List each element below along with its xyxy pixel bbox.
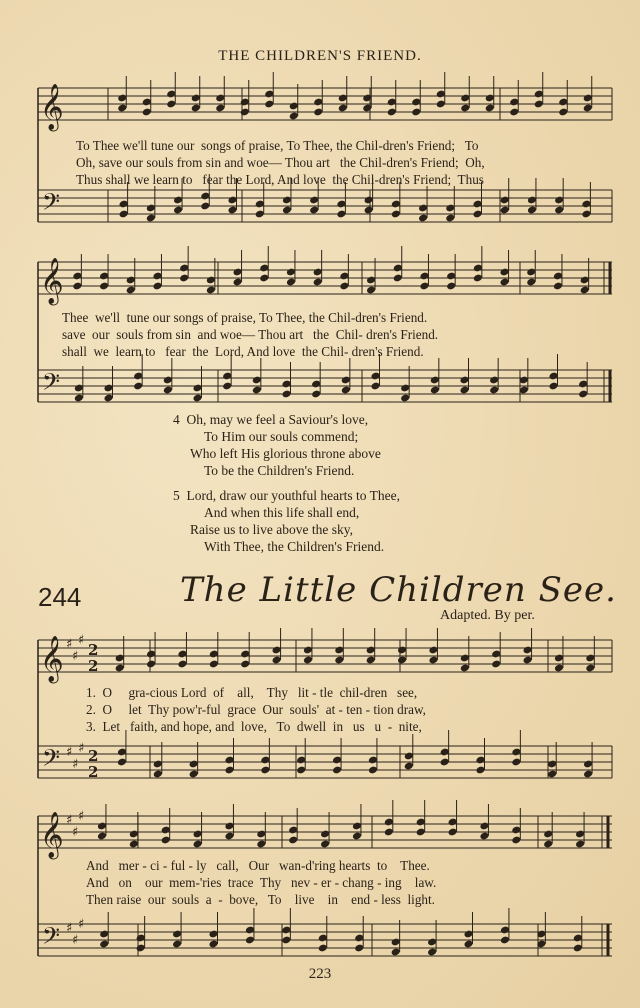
- stanza-line: To be the Children's Friend.: [204, 463, 355, 478]
- stanza-line: With Thee, the Children's Friend.: [204, 539, 385, 554]
- svg-text:♯: ♯: [72, 757, 79, 772]
- bass-clef-icon: 𝄢: [42, 188, 61, 221]
- stanza-line: Who left His glorious throne above: [190, 446, 381, 461]
- stanza-line: 5 Lord, draw our youthful hearts to Thee,: [173, 488, 400, 503]
- staff-bass-2: [38, 370, 612, 402]
- lyrics-line: And mer - ci - ful - ly call, Our wan-d'ring hearts to Thee.: [86, 858, 430, 873]
- svg-text:♯: ♯: [66, 637, 73, 652]
- lyrics-line: 3. Let faith, and hope, and love, To dwell in us u - nite,: [86, 719, 422, 734]
- svg-text:♯: ♯: [72, 649, 79, 664]
- svg-text:♯: ♯: [66, 921, 73, 936]
- bass-clef-icon: 𝄢: [42, 368, 61, 401]
- svg-text:♯: ♯: [72, 933, 79, 948]
- bass-clef-icon: 𝄢: [42, 744, 61, 777]
- lyrics-line: 1. O gra-cious Lord of all, Thy lit - tle chil-dren see,: [86, 685, 418, 700]
- svg-text:2: 2: [88, 747, 99, 765]
- lyrics-line: To Thee we'll tune our songs of praise, To Thee, the Chil-dren's Friend; To: [76, 138, 479, 153]
- stanza-line: And when this life shall end,: [204, 505, 360, 520]
- lyrics-line: Oh, save our souls from sin and woe— Thou art the Chil-dren's Friend; Oh,: [76, 155, 485, 170]
- treble-clef-icon: 𝄞: [40, 258, 64, 304]
- svg-text:♯: ♯: [78, 633, 85, 648]
- svg-text:♯: ♯: [66, 745, 73, 760]
- lyrics-line: 2. O let Thy pow'r-ful grace Our souls' at - ten - tion draw,: [86, 702, 426, 717]
- treble-clef-icon: 𝄞: [40, 636, 64, 682]
- hymn-title: The Little Children See.: [180, 570, 617, 610]
- svg-text:♯: ♯: [78, 741, 85, 756]
- stanza-line: 4 Oh, may we feel a Saviour's love,: [173, 412, 369, 427]
- svg-text:2: 2: [88, 657, 99, 675]
- svg-text:♯: ♯: [66, 813, 73, 828]
- hymn-number: 244: [38, 582, 82, 612]
- staff-treble-2: [38, 262, 612, 294]
- stanza-line: To Him our souls commend;: [204, 429, 359, 444]
- hymn-credit: Adapted. By per.: [440, 608, 535, 623]
- bass-clef-icon: 𝄢: [42, 922, 61, 955]
- lyrics-line: save our souls from sin and woe— Thou art the Chil- dren's Friend.: [62, 327, 439, 342]
- lyrics-line: And on our mem-'ries trace Thy nev - er - chang - ing law.: [86, 875, 437, 890]
- hymn-title-childrens-friend: THE CHILDREN'S FRIEND.: [218, 48, 422, 64]
- treble-clef-icon: 𝄞: [40, 812, 64, 858]
- staff-treble-1: [38, 88, 612, 120]
- lyrics-line: Then raise our souls a - bove, To live in end - less light.: [86, 892, 435, 907]
- page-number: 223: [308, 966, 332, 982]
- stanza-line: Raise us to live above the sky,: [190, 522, 353, 537]
- svg-text:♯: ♯: [72, 825, 79, 840]
- lyrics-line: Thus shall we learn to fear the Lord, And love the Chil-dren's Friend; Thus: [76, 172, 484, 187]
- svg-text:2: 2: [88, 763, 99, 781]
- svg-text:♯: ♯: [78, 917, 85, 932]
- svg-text:♯: ♯: [78, 809, 85, 824]
- lyrics-line: shall we learn to fear the Lord, And love the Chil- dren's Friend.: [62, 344, 424, 359]
- svg-text:2: 2: [88, 641, 99, 659]
- lyrics-line: Thee we'll tune our songs of praise, To Thee, the Chil-dren's Friend.: [62, 310, 428, 325]
- treble-clef-icon: 𝄞: [40, 84, 64, 130]
